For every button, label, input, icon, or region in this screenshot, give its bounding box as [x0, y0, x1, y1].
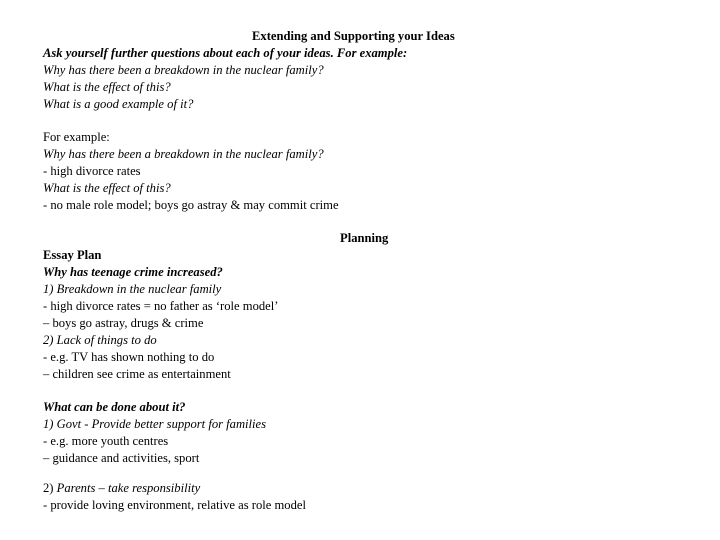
example-label: For example:	[43, 130, 110, 144]
solution-1-detail-a: - e.g. more youth centres	[43, 434, 169, 448]
essay-point-2-detail-b: – children see crime as entertainment	[43, 367, 231, 381]
essay-point-2: 2) Lack of things to do	[43, 333, 157, 347]
example-answer-2: - no male role model; boys go astray & may commit crime	[43, 198, 339, 212]
intro-question-3: What is a good example of it?	[43, 97, 194, 111]
example-answer-1: - high divorce rates	[43, 164, 141, 178]
essay-plan-heading: Essay Plan	[43, 248, 102, 262]
planning-heading: Planning	[340, 231, 389, 245]
solution-2-text: Parents – take responsibility	[56, 481, 201, 495]
solution-1-detail-b: – guidance and activities, sport	[43, 451, 200, 465]
intro-question-1: Why has there been a breakdown in the nuclear family?	[43, 63, 324, 77]
essay-point-1: 1) Breakdown in the nuclear family	[43, 282, 222, 296]
essay-point-1-detail-b: – boys go astray, drugs & crime	[43, 316, 204, 330]
example-question-2: What is the effect of this?	[43, 181, 171, 195]
solution-2-detail: - provide loving environment, relative as role model	[43, 498, 306, 512]
document-title: Extending and Supporting your Ideas	[252, 29, 455, 43]
solution-2-number: 2)	[43, 481, 57, 495]
solutions-heading: What can be done about it?	[43, 400, 186, 414]
example-question-1: Why has there been a breakdown in the nuclear family?	[43, 147, 324, 161]
intro-question-2: What is the effect of this?	[43, 80, 171, 94]
intro-prompt: Ask yourself further questions about each of your ideas. For example:	[43, 46, 408, 60]
essay-point-1-detail-a: - high divorce rates = no father as ‘role model’	[43, 299, 279, 313]
essay-question: Why has teenage crime increased?	[43, 265, 223, 279]
essay-point-2-detail-a: - e.g. TV has shown nothing to do	[43, 350, 215, 364]
solution-2	[43, 480, 200, 496]
solution-1: 1) Govt - Provide better support for families	[43, 417, 267, 431]
